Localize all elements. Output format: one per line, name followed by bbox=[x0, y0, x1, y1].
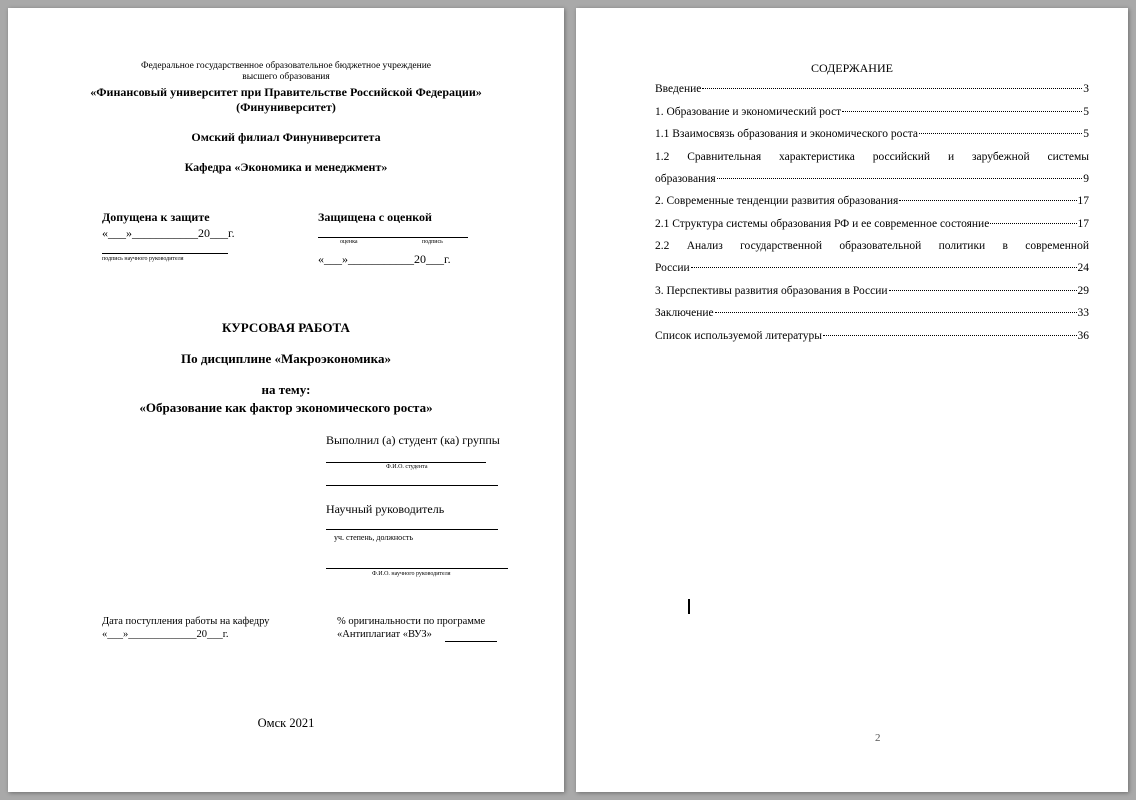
toc-page[interactable] bbox=[576, 8, 1128, 792]
defended-sign-caption: подпись bbox=[422, 239, 443, 245]
originality-value-line bbox=[445, 641, 497, 642]
admitted-label: Допущена к защите bbox=[102, 210, 210, 224]
topic-label: на тему: bbox=[261, 382, 311, 397]
admitted-signature-caption: подпись научного руководителя bbox=[102, 256, 184, 262]
received-date: «___»_____________20___г. bbox=[102, 629, 229, 640]
toc-entry-1-2: 1.2 Сравнительная характеристика российский и зарубежной системы образования 9 bbox=[655, 151, 1089, 185]
admitted-signature-line bbox=[102, 253, 228, 254]
department-name: Кафедра «Экономика и менеджмент» bbox=[184, 160, 388, 174]
toc-entry-1-1: 1.1 Взаимосвязь образования и экономического роста 5 bbox=[655, 128, 1089, 140]
supervisor-label: Научный руководитель bbox=[326, 502, 445, 516]
toc-entry-1: 1. Образование и экономический рост 5 bbox=[655, 106, 1089, 118]
originality-label: % оригинальности по программе bbox=[337, 616, 486, 627]
student-extra-line bbox=[326, 485, 498, 486]
toc-entry-intro: Введение 3 bbox=[655, 83, 1089, 95]
university-name: «Финансовый университет при Правительстве Российской Федерации» bbox=[90, 85, 482, 99]
toc-entry-2-2: 2.2 Анализ государственной образовательной политики в современной России 24 bbox=[655, 240, 1089, 274]
toc-heading: СОДЕРЖАНИЕ bbox=[811, 61, 893, 75]
topic-title: «Образование как фактор экономического роста» bbox=[139, 400, 433, 415]
title-page[interactable] bbox=[8, 8, 564, 792]
toc-entry-3: 3. Перспективы развития образования в России 29 bbox=[655, 285, 1089, 297]
discipline-line: По дисциплине «Макроэкономика» bbox=[181, 351, 391, 366]
text-cursor bbox=[688, 599, 690, 614]
student-name-caption: Ф.И.О. студента bbox=[386, 464, 428, 470]
defended-label: Защищена с оценкой bbox=[318, 210, 432, 224]
supervisor-name-caption: Ф.И.О. научного руководителя bbox=[372, 571, 451, 577]
org-line-1: Федеральное государственное образовательное бюджетное учреждение bbox=[140, 61, 432, 71]
toc-entry-2: 2. Современные тенденции развития образования 17 bbox=[655, 195, 1089, 207]
supervisor-name-line bbox=[326, 568, 508, 569]
toc-entry-references: Список используемой литературы 36 bbox=[655, 330, 1089, 342]
defended-grade-caption: оценка bbox=[340, 239, 358, 245]
defended-date: «___»___________20___г. bbox=[318, 252, 451, 266]
org-line-2: высшего образования bbox=[242, 72, 330, 82]
defended-grade-sign-line bbox=[318, 237, 468, 238]
student-name-line bbox=[326, 462, 486, 463]
work-type-heading: КУРСОВАЯ РАБОТА bbox=[222, 320, 350, 335]
originality-program: «Антиплагиат «ВУЗ» bbox=[337, 629, 432, 640]
city-year: Омск 2021 bbox=[257, 716, 315, 730]
branch-name: Омский филиал Финуниверситета bbox=[191, 130, 381, 144]
toc-entry-conclusion: Заключение 33 bbox=[655, 307, 1089, 319]
received-label: Дата поступления работы на кафедру bbox=[102, 616, 270, 627]
university-short-name: (Финуниверситет) bbox=[236, 100, 336, 114]
supervisor-degree-line bbox=[326, 529, 498, 530]
page-number: 2 bbox=[875, 732, 881, 744]
performed-by-label: Выполнил (а) студент (ка) группы bbox=[326, 433, 500, 447]
toc-entry-2-1: 2.1 Структура системы образования РФ и ее современное состояние 17 bbox=[655, 218, 1089, 230]
admitted-date: «___»___________20___г. bbox=[102, 226, 235, 240]
supervisor-degree-caption: уч. степень, должность bbox=[334, 533, 414, 542]
